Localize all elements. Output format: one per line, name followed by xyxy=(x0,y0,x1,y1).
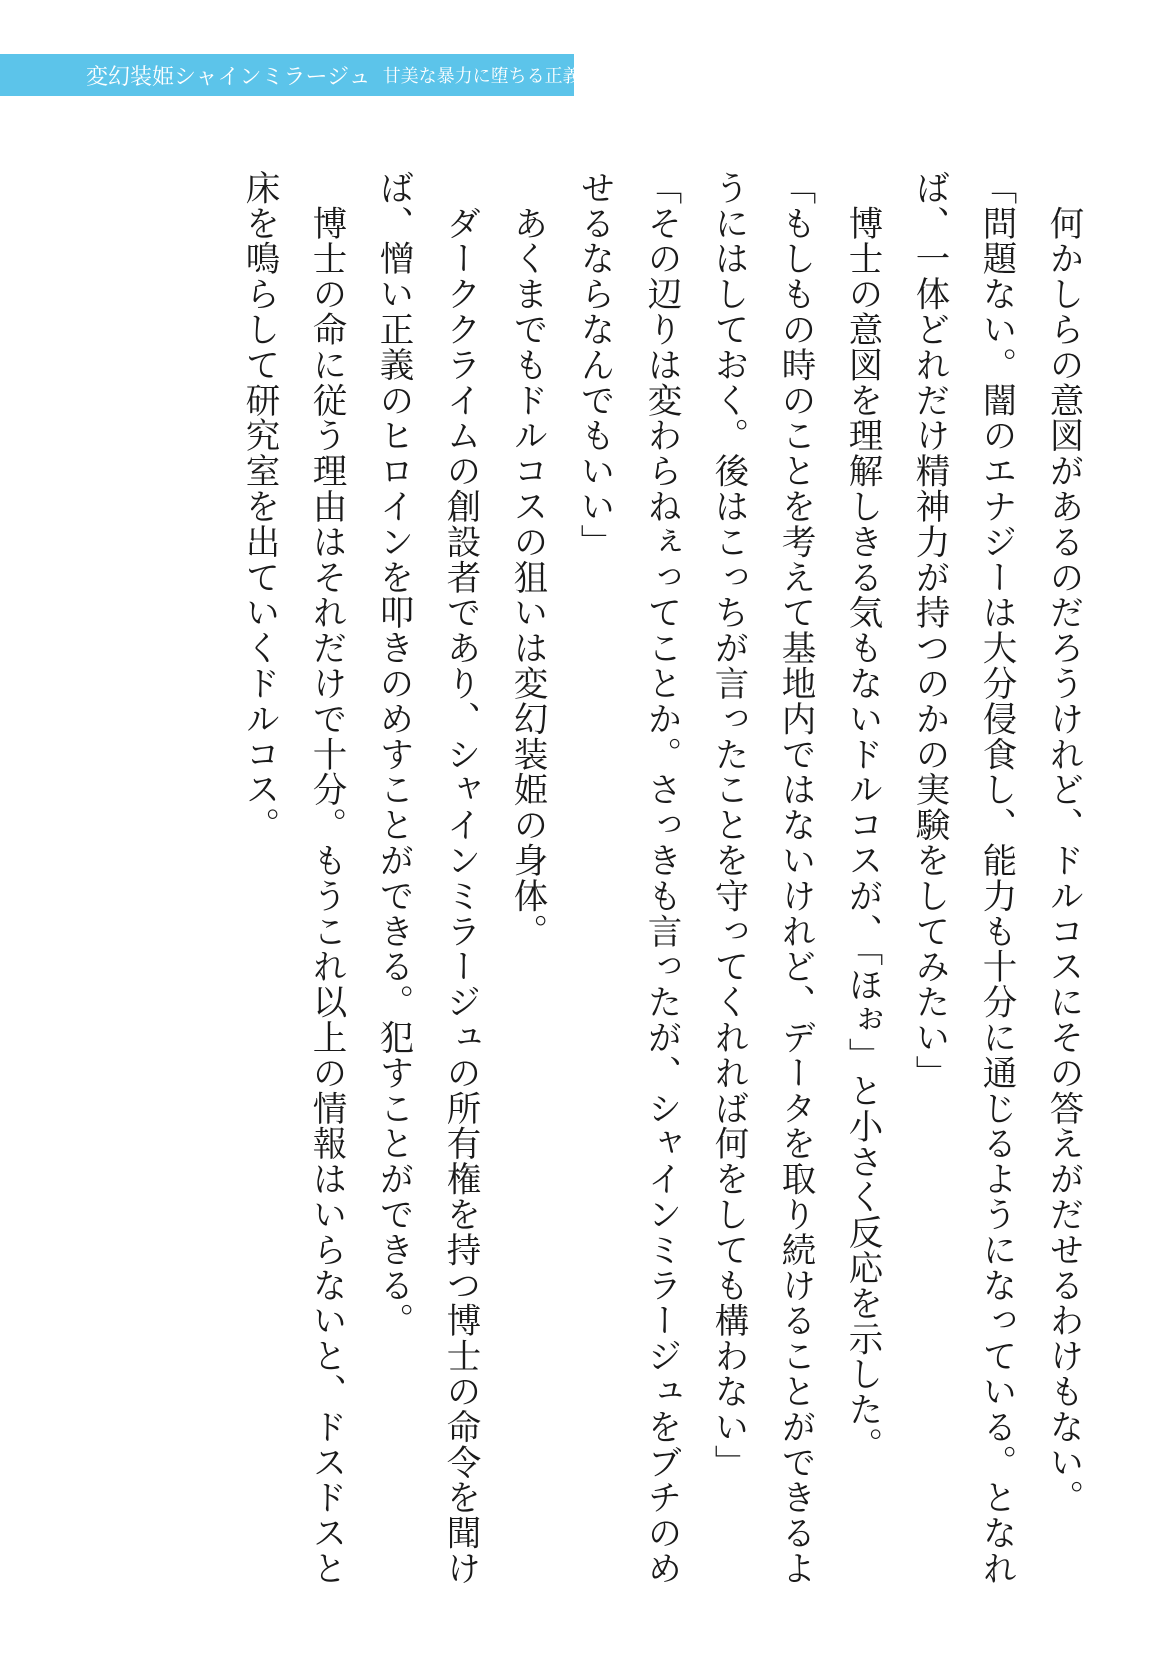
vertical-body-text xyxy=(225,170,1096,1610)
paragraph: 何かしらの意図があるのだろうけれど、ドルコスにその答えがだせるわけもない。 xyxy=(1043,170,1083,1516)
chapter-subtitle: 甘美な暴力に堕ちる正義 xyxy=(382,66,581,87)
paragraph: 博士の意図を理解しきる気もないドルコスが、「ほぉ」と小さく反応を示した。 xyxy=(842,170,882,1463)
running-header xyxy=(0,54,581,96)
paragraph: 「その辺りは変わらねぇってことか。さっきも言ったが、シャインミラージュをブチのめせるならなんでもいい」 xyxy=(574,170,681,1586)
paragraph: ダーククライムの創設者であり、シャインミラージュの所有権を持つ博士の命令を聞けば、憎い正義のヒロインを叩きのめすことができる。犯すことができる。 xyxy=(373,170,480,1586)
paragraph: 博士の命に従う理由はそれだけで十分。もうこれ以上の情報はいらないと、ドスドスと床を鳴らして研究室を出ていくドルコス。 xyxy=(239,170,346,1586)
paragraph: あくまでもドルコスの狙いは変幻装姫の身体。 xyxy=(507,170,547,949)
paragraph: 「もしもの時のことを考えて基地内ではないけれど、データを取り続けることができるようにはしておく。後はこっちが言ったことを守ってくれれば何をしても構わない」 xyxy=(708,170,815,1586)
book-title: 変幻装姫シャインミラージュ xyxy=(86,64,371,90)
paragraph: 「問題ない。闇のエナジーは大分侵食し、能力も十分に通じるようになっている。となれば、一体どれだけ精神力が持つのかの実験をしてみたい」 xyxy=(909,170,1016,1586)
